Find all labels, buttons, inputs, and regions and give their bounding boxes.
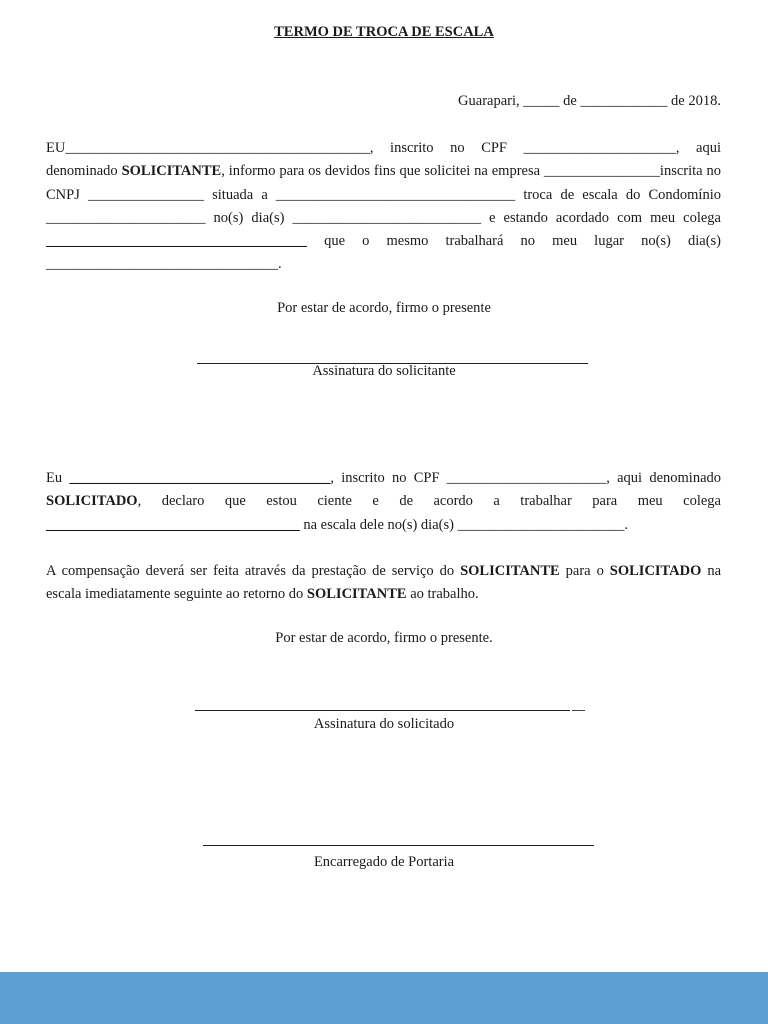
agreement-text-2: Por estar de acordo, firmo o presente. xyxy=(275,630,493,646)
solicitado-text-2: , inscrito no CPF ______________________, aqui denominado xyxy=(330,470,722,486)
compensation-paragraph xyxy=(46,560,721,607)
solicitante-text-3: que o mesmo trabalhará no meu lugar no(s) dia(s) ________________________________. xyxy=(46,233,721,273)
solicitado-role-label: SOLICITADO xyxy=(46,493,138,510)
compensation-bold-1: SOLICITANTE xyxy=(460,563,560,579)
agreement-text-1: Por estar de acordo, firmo o presente xyxy=(277,300,491,316)
solicitante-text-1: EU__________________________________________, inscrito no CPF _____________________, aqui denominado xyxy=(46,140,721,180)
solicitado-text-1: Eu xyxy=(46,470,70,486)
signature-line-portaria xyxy=(203,845,594,846)
signature-label-solicitante: Assinatura do solicitante xyxy=(312,363,456,379)
solicitante-role-label: SOLICITANTE xyxy=(121,163,222,180)
solicitado-name-blank: ____________________________________ xyxy=(69,470,331,486)
date-line: Guarapari, _____ de ____________ de 2018. xyxy=(458,93,721,109)
compensation-text-2: para o xyxy=(559,563,610,579)
solicitado-colleague-blank: ___________________________________ xyxy=(46,516,300,533)
signature-line-solicitado xyxy=(195,710,570,711)
signature-label-portaria: Encarregado de Portaria xyxy=(313,854,455,870)
solicitado-text-3: , declaro que estou ciente e de acordo a trabalhar para meu colega xyxy=(137,493,721,510)
compensation-bold-3: SOLICITANTE xyxy=(306,586,407,603)
signature-label-solicitado: Assinatura do solicitado xyxy=(313,716,455,732)
compensation-text-4: ao trabalho. xyxy=(406,586,479,603)
solicitante-text-2: , informo para os devidos fins que solicitei na empresa ________________inscrita no CNPJ ________________ situada a _________________________________ troca de escala do Condomínio ______________________ no(s) dia(s) __________________________ e estando acordado com meu colega xyxy=(46,163,721,226)
colleague-name-blank: ____________________________________ xyxy=(46,233,307,250)
solicitado-text-4: na escala dele no(s) dia(s) _______________________. xyxy=(299,516,628,533)
document-title: TERMO DE TROCA DE ESCALA xyxy=(274,24,494,40)
solicitante-paragraph xyxy=(46,137,721,277)
compensation-bold-2: SOLICITADO xyxy=(609,563,702,579)
compensation-text-3: na escala imediatamente seguinte ao retorno do xyxy=(46,563,722,603)
compensation-text-1: A compensação deverá ser feita através da prestação de serviço do xyxy=(46,563,461,579)
solicitado-paragraph xyxy=(46,467,721,537)
signature-line-solicitado-tail xyxy=(572,710,585,711)
footer-band xyxy=(0,972,768,1024)
